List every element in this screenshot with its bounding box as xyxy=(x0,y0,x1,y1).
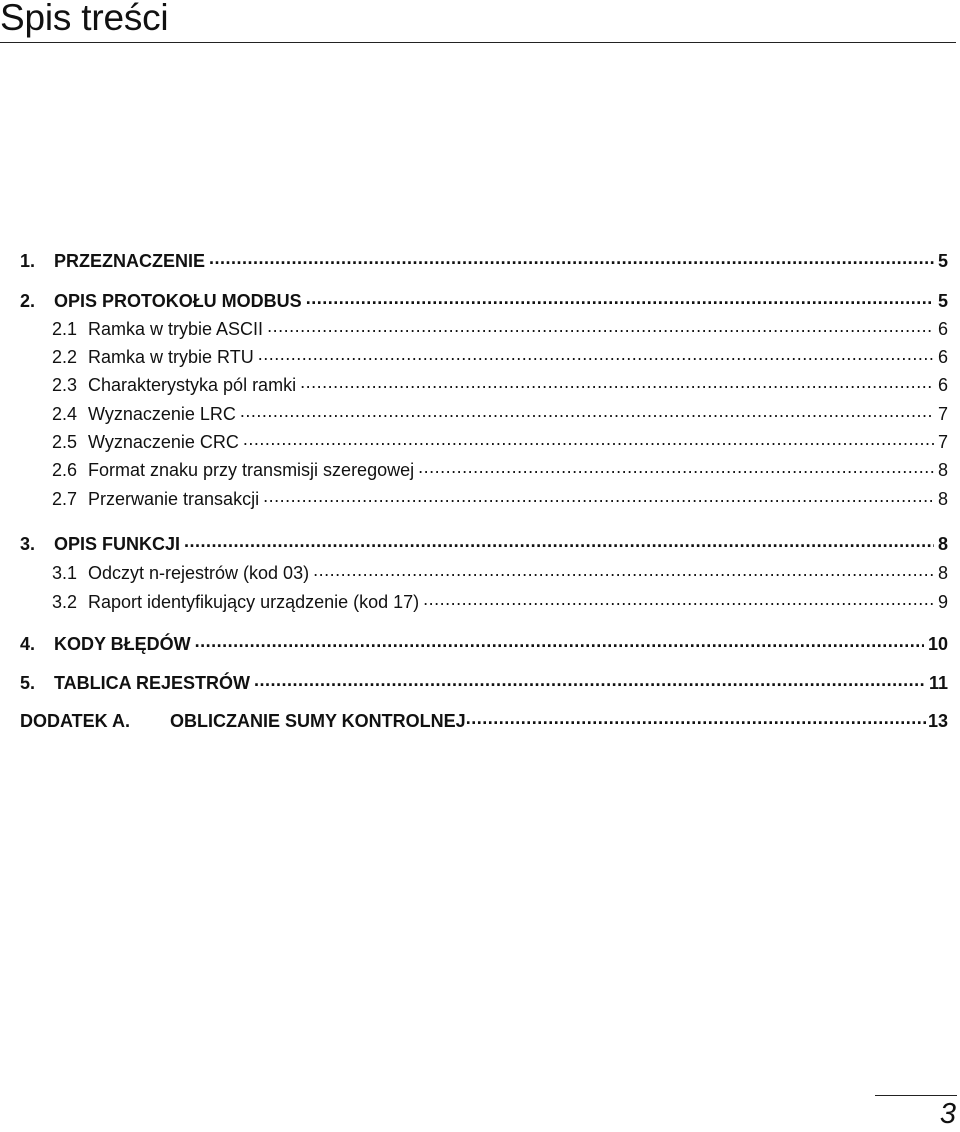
toc-entry-title: KODY BŁĘDÓW xyxy=(54,634,191,654)
toc-entry-crc[interactable] xyxy=(52,430,948,454)
toc-entry-page: 8 xyxy=(937,460,948,480)
toc-entry-title: Charakterystyka pól ramki xyxy=(88,375,297,395)
toc-entry-title: OPIS FUNKCJI xyxy=(54,534,181,554)
toc-entry-ramka-rtu[interactable] xyxy=(52,345,948,369)
toc-entry-number: 2.2 xyxy=(52,347,78,367)
toc-entry-number: 3.1 xyxy=(52,563,78,583)
dot-leader xyxy=(267,317,934,335)
toc-entry-title: Wyznaczenie CRC xyxy=(88,432,239,452)
toc-entry-title: OBLICZANIE SUMY KONTROLNEJ xyxy=(170,711,466,731)
toc-entry-tablica-rejestrow[interactable] xyxy=(20,671,948,695)
dot-leader xyxy=(209,249,934,267)
dot-leader xyxy=(418,458,934,476)
toc-entry-charakterystyka[interactable] xyxy=(52,373,948,397)
page-title: Spis treści xyxy=(0,0,169,38)
toc-entry-page: 13 xyxy=(927,711,948,731)
toc-entry-page: 5 xyxy=(937,291,948,311)
toc-entry-title: Ramka w trybie RTU xyxy=(88,347,254,367)
dot-leader xyxy=(313,561,934,579)
toc-entry-format-znaku[interactable] xyxy=(52,458,948,482)
toc-entry-number: 3. xyxy=(20,534,36,554)
toc-entry-page: 6 xyxy=(937,319,948,339)
toc-entry-page: 11 xyxy=(928,673,948,693)
dot-leader xyxy=(240,402,934,420)
toc-entry-number: 1. xyxy=(20,251,36,271)
toc-entry-number: 2.4 xyxy=(52,404,78,424)
toc-entry-title: OPIS PROTOKOŁU MODBUS xyxy=(54,291,302,311)
dot-leader xyxy=(254,671,925,689)
toc-entry-title: Odczyt n-rejestrów (kod 03) xyxy=(88,563,310,583)
toc-entry-number: 2.7 xyxy=(52,489,78,509)
toc-entry-opis-funkcji[interactable] xyxy=(20,532,948,556)
toc-entry-opis-protokolu[interactable] xyxy=(20,289,948,313)
toc-entry-number: 2.3 xyxy=(52,375,78,395)
toc-entry-title: Ramka w trybie ASCII xyxy=(88,319,264,339)
toc-entry-page: 6 xyxy=(937,375,948,395)
toc-entry-title: Raport identyfikujący urządzenie (kod 17) xyxy=(88,592,420,612)
toc-entry-kody-bledow[interactable] xyxy=(20,632,948,656)
toc-entry-page: 5 xyxy=(937,251,948,271)
toc-entry-title: Przerwanie transakcji xyxy=(88,489,260,509)
toc-entry-page: 8 xyxy=(937,563,948,583)
dot-leader xyxy=(306,289,934,307)
dot-leader xyxy=(263,487,934,505)
toc-entry-page: 8 xyxy=(937,534,948,554)
dot-leader xyxy=(466,709,928,727)
toc-entry-number: 2.5 xyxy=(52,432,78,452)
toc-entry-dodatek-a[interactable] xyxy=(20,709,948,733)
dot-leader xyxy=(258,345,934,363)
toc-entry-lrc[interactable] xyxy=(52,402,948,426)
dot-leader xyxy=(300,373,934,391)
toc-entry-page: 7 xyxy=(937,404,948,424)
toc-entry-page: 7 xyxy=(937,432,948,452)
toc-entry-number: 4. xyxy=(20,634,36,654)
toc-entry-ramka-ascii[interactable] xyxy=(52,317,948,341)
toc-entry-number: DODATEK A. xyxy=(20,711,130,731)
dot-leader xyxy=(243,430,934,448)
toc-entry-number: 5. xyxy=(20,673,36,693)
dot-leader xyxy=(184,532,934,550)
toc-entry-title: Format znaku przy transmisji szeregowej xyxy=(88,460,415,480)
toc-entry-page: 6 xyxy=(937,347,948,367)
toc-entry-number: 2. xyxy=(20,291,36,311)
dot-leader xyxy=(195,632,924,650)
toc-entry-number: 2.6 xyxy=(52,460,78,480)
page-number: 3 xyxy=(939,1098,956,1130)
toc-entry-raport[interactable] xyxy=(52,590,948,614)
toc-entry-odczyt[interactable] xyxy=(52,561,948,585)
toc-entry-page: 8 xyxy=(937,489,948,509)
dot-leader xyxy=(423,590,934,608)
toc-entry-przeznaczenie[interactable] xyxy=(20,249,948,273)
toc-entry-number: 2.1 xyxy=(52,319,78,339)
toc-entry-page: 10 xyxy=(927,634,948,654)
toc-entry-page: 9 xyxy=(937,592,948,612)
toc-entry-przerwanie[interactable] xyxy=(52,487,948,511)
toc-entry-title: TABLICA REJESTRÓW xyxy=(54,673,250,693)
toc-entry-title: Wyznaczenie LRC xyxy=(88,404,236,424)
footer-divider xyxy=(875,1095,957,1096)
toc-entry-title: PRZEZNACZENIE xyxy=(54,251,206,271)
toc-entry-number: 3.2 xyxy=(52,592,78,612)
